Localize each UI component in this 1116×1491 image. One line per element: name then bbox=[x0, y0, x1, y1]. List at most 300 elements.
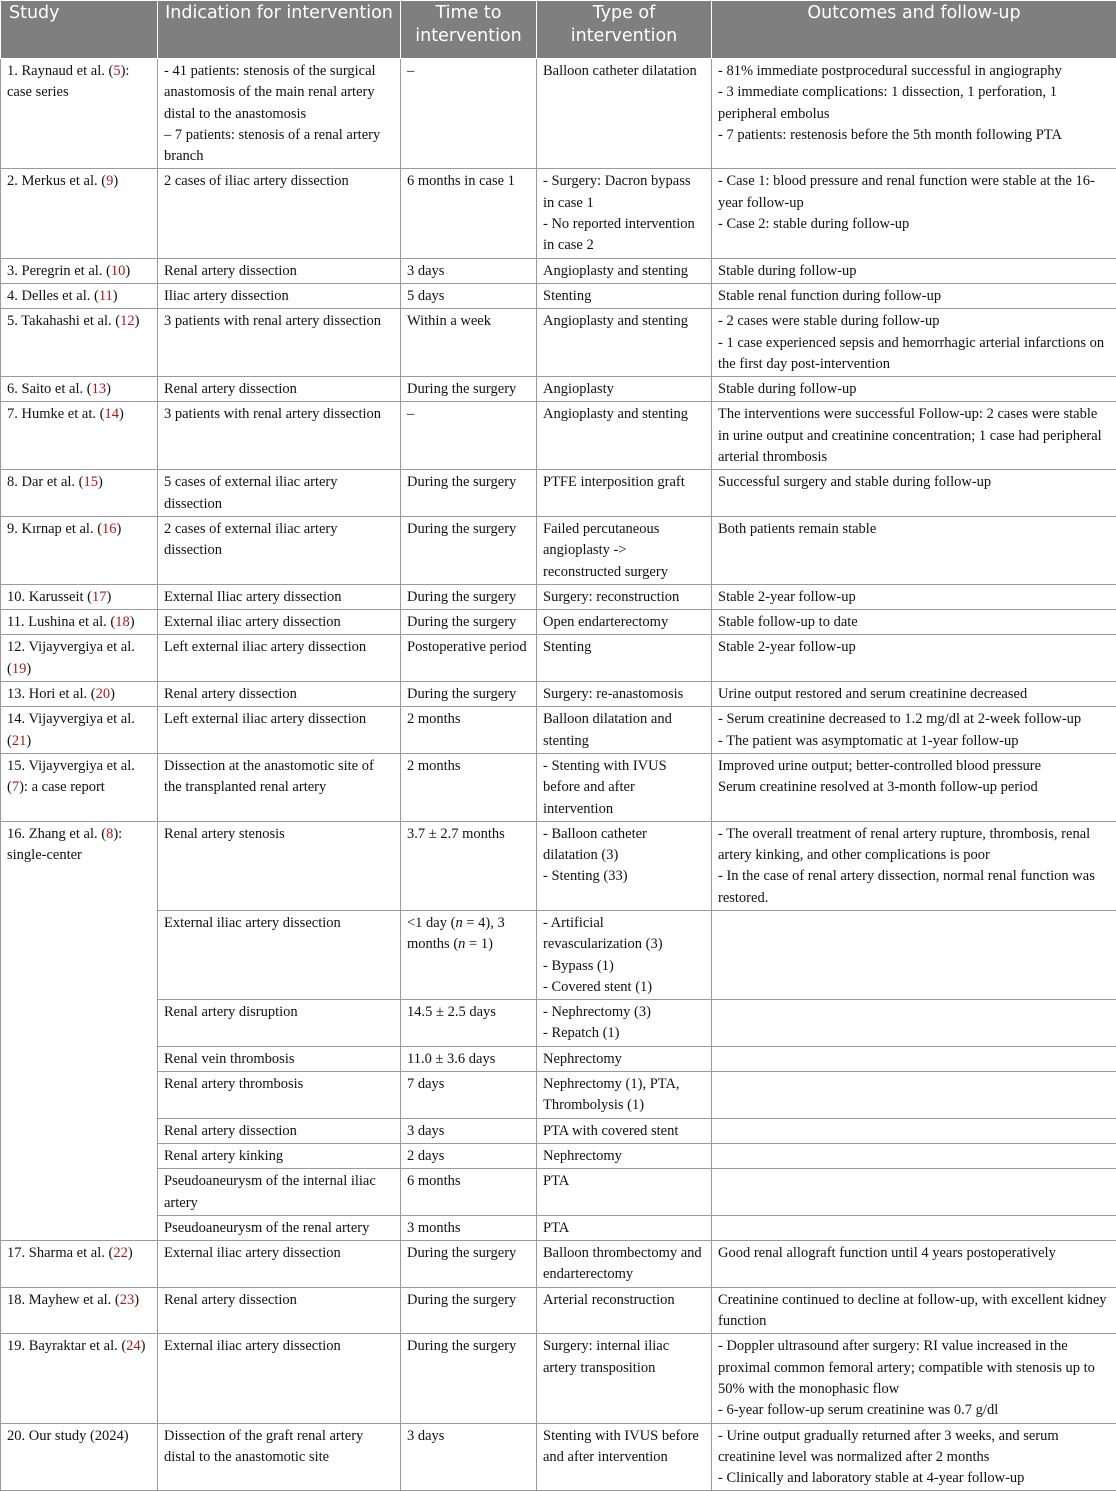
study-text: 2. Merkus et al. ( bbox=[7, 173, 106, 189]
cell-line: - Nephrectomy (3) bbox=[543, 1002, 705, 1023]
table-row bbox=[1, 1169, 1116, 1216]
indication-cell bbox=[158, 377, 401, 402]
cell-line: - 41 patients: stenosis of the surgical anastomosis of the main renal artery distal to the anastomosis bbox=[164, 61, 394, 125]
table-row bbox=[1, 707, 1116, 754]
table-row bbox=[1, 59, 1116, 169]
cell-line: - The overall treatment of renal artery rupture, thrombosis, renal artery kinking, and other complications is poor bbox=[718, 824, 1110, 867]
reference-link: 15 bbox=[84, 474, 99, 490]
type-cell bbox=[537, 377, 712, 402]
study-text: ): a case report bbox=[19, 779, 105, 795]
time-cell: During the surgery bbox=[401, 1334, 537, 1423]
time-cell: During the surgery bbox=[401, 584, 537, 609]
time-cell: During the surgery bbox=[401, 516, 537, 584]
outcome-cell bbox=[712, 635, 1116, 682]
outcome-cell bbox=[712, 1143, 1116, 1168]
study-cell bbox=[1, 753, 158, 821]
outcome-cell bbox=[712, 753, 1116, 821]
cell-line: External iliac artery dissection bbox=[164, 612, 394, 633]
type-cell bbox=[537, 1169, 712, 1216]
cell-line: Stenting bbox=[543, 637, 705, 658]
indication-cell: Renal artery stenosis bbox=[158, 821, 401, 910]
study-text: 17. Sharma et al. ( bbox=[7, 1245, 113, 1261]
cell-line: - 7 patients: restenosis before the 5th month following PTA bbox=[718, 125, 1110, 146]
reference-link: 22 bbox=[113, 1245, 128, 1261]
reference-link: 8 bbox=[106, 826, 113, 842]
type-cell bbox=[537, 516, 712, 584]
outcome-cell bbox=[712, 682, 1116, 707]
cell-line: Stenting bbox=[543, 286, 705, 307]
reference-link: 21 bbox=[12, 733, 27, 749]
cell-line: Renal artery dissection bbox=[164, 684, 394, 705]
study-text: ) bbox=[128, 1245, 133, 1261]
cell-line: - Case 2: stable during follow-up bbox=[718, 214, 1110, 235]
outcome-cell bbox=[712, 910, 1116, 999]
table-row bbox=[1, 1287, 1116, 1334]
study-text: 15. Vijayvergiya et al. ( bbox=[7, 758, 135, 795]
outcome-cell bbox=[712, 470, 1116, 517]
cell-line: - Bypass (1) bbox=[543, 956, 705, 977]
time-cell: 14.5 ± 2.5 days bbox=[401, 1000, 537, 1047]
reference-link: 20 bbox=[96, 686, 111, 702]
study-cell bbox=[1, 1334, 158, 1423]
time-cell: 3 days bbox=[401, 258, 537, 283]
table-row bbox=[1, 1334, 1116, 1423]
cell-line: - Repatch (1) bbox=[543, 1023, 705, 1044]
indication-cell: Renal artery kinking bbox=[158, 1143, 401, 1168]
table-row bbox=[1, 821, 1116, 910]
outcome-cell bbox=[712, 1072, 1116, 1119]
indication-cell bbox=[158, 753, 401, 821]
study-cell bbox=[1, 1000, 158, 1047]
table-row bbox=[1, 1046, 1116, 1071]
cell-line: Stable renal function during follow-up bbox=[718, 286, 1110, 307]
indication-cell bbox=[158, 59, 401, 169]
time-cell: Postoperative period bbox=[401, 635, 537, 682]
time-cell: During the surgery bbox=[401, 1241, 537, 1288]
indication-cell bbox=[158, 610, 401, 635]
reference-link: 14 bbox=[104, 406, 119, 422]
indication-cell: Pseudoaneurysm of the renal artery bbox=[158, 1215, 401, 1240]
cell-line: Nephrectomy (1), PTA, Thrombolysis (1) bbox=[543, 1074, 705, 1117]
cell-line: Stenting with IVUS before and after intervention bbox=[543, 1426, 705, 1469]
outcome-cell bbox=[712, 59, 1116, 169]
indication-cell bbox=[158, 584, 401, 609]
reference-link: 7 bbox=[12, 779, 19, 795]
table-row bbox=[1, 1000, 1116, 1047]
cell-line: Angioplasty and stenting bbox=[543, 261, 705, 282]
indication-cell: Renal artery dissection bbox=[158, 1118, 401, 1143]
cell-line: - Balloon catheter dilatation (3) bbox=[543, 824, 705, 867]
time-cell: 2 months bbox=[401, 753, 537, 821]
study-text: ): single-center bbox=[7, 826, 122, 863]
cell-line: Urine output restored and serum creatinine decreased bbox=[718, 684, 1110, 705]
type-cell bbox=[537, 169, 712, 258]
table-row bbox=[1, 610, 1116, 635]
study-text: 3. Peregrin et al. ( bbox=[7, 263, 111, 279]
reference-link: 9 bbox=[106, 173, 113, 189]
cell-line: The interventions were successful Follow-up: 2 cases were stable in urine output and creatinine concentration; 1 case had peripheral arterial thrombosis bbox=[718, 404, 1110, 468]
header-outcome: Outcomes and follow-up bbox=[712, 1, 1116, 59]
table-row bbox=[1, 1423, 1116, 1491]
indication-cell bbox=[158, 635, 401, 682]
study-cell bbox=[1, 584, 158, 609]
time-cell: During the surgery bbox=[401, 470, 537, 517]
header-time: Time to intervention bbox=[401, 1, 537, 59]
time-cell: During the surgery bbox=[401, 377, 537, 402]
study-text: ) bbox=[125, 263, 130, 279]
study-cell bbox=[1, 610, 158, 635]
cell-line: Dissection at the anastomotic site of the transplanted renal artery bbox=[164, 756, 394, 799]
table-row bbox=[1, 402, 1116, 470]
cell-line: External iliac artery dissection bbox=[164, 1243, 394, 1264]
cell-line: - 3 immediate complications: 1 dissection, 1 perforation, 1 peripheral embolus bbox=[718, 82, 1110, 125]
study-cell bbox=[1, 910, 158, 999]
cell-line: Nephrectomy bbox=[543, 1049, 705, 1070]
indication-cell bbox=[158, 283, 401, 308]
cell-line: External Iliac artery dissection bbox=[164, 587, 394, 608]
study-text: 14. Vijayvergiya et al. ( bbox=[7, 711, 135, 748]
table-row bbox=[1, 1072, 1116, 1119]
time-cell: 2 months bbox=[401, 707, 537, 754]
study-cell bbox=[1, 1143, 158, 1168]
cell-line: Open endarterectomy bbox=[543, 612, 705, 633]
table-row bbox=[1, 753, 1116, 821]
cell-line: Balloon thrombectomy and endarterectomy bbox=[543, 1243, 705, 1286]
type-cell bbox=[537, 707, 712, 754]
indication-cell bbox=[158, 707, 401, 754]
study-text: ): case series bbox=[7, 63, 129, 100]
cell-line: Improved urine output; better-controlled blood pressure bbox=[718, 756, 1110, 777]
cell-line: - Serum creatinine decreased to 1.2 mg/dl at 2-week follow-up bbox=[718, 709, 1110, 730]
study-text: 4. Delles et al. ( bbox=[7, 288, 99, 304]
outcome-cell bbox=[712, 1241, 1116, 1288]
cell-line: Stable during follow-up bbox=[718, 261, 1110, 282]
cell-line: 5 cases of external iliac artery dissection bbox=[164, 472, 394, 515]
cell-line: External iliac artery dissection bbox=[164, 1336, 394, 1357]
type-cell bbox=[537, 1143, 712, 1168]
outcome-cell bbox=[712, 1118, 1116, 1143]
cell-line: Balloon catheter dilatation bbox=[543, 61, 705, 82]
header-type: Type of intervention bbox=[537, 1, 712, 59]
time-cell: Within a week bbox=[401, 309, 537, 377]
study-text: 13. Hori et al. ( bbox=[7, 686, 96, 702]
type-cell bbox=[537, 753, 712, 821]
outcome-cell bbox=[712, 402, 1116, 470]
header-indication: Indication for intervention bbox=[158, 1, 401, 59]
table-row bbox=[1, 258, 1116, 283]
indication-cell bbox=[158, 1423, 401, 1491]
cell-line: Successful surgery and stable during follow-up bbox=[718, 472, 1110, 493]
cell-line: Stable follow-up to date bbox=[718, 612, 1110, 633]
type-cell bbox=[537, 258, 712, 283]
study-cell bbox=[1, 1118, 158, 1143]
study-cell bbox=[1, 470, 158, 517]
study-cell bbox=[1, 1169, 158, 1216]
time-cell: 3 days bbox=[401, 1118, 537, 1143]
outcome-cell bbox=[712, 1169, 1116, 1216]
reference-link: 10 bbox=[111, 263, 126, 279]
reference-link: 24 bbox=[126, 1338, 141, 1354]
type-cell bbox=[537, 470, 712, 517]
outcome-cell bbox=[712, 610, 1116, 635]
outcome-cell bbox=[712, 584, 1116, 609]
type-cell bbox=[537, 309, 712, 377]
cell-line: - Surgery: Dacron bypass in case 1 bbox=[543, 171, 705, 214]
outcome-cell bbox=[712, 1215, 1116, 1240]
reference-link: 5 bbox=[113, 63, 120, 79]
cell-line: Surgery: internal iliac artery transposition bbox=[543, 1336, 705, 1379]
study-text: 8. Dar et al. ( bbox=[7, 474, 84, 490]
study-text: ) bbox=[110, 686, 115, 702]
indication-cell bbox=[158, 258, 401, 283]
indication-cell: Renal vein thrombosis bbox=[158, 1046, 401, 1071]
table-row bbox=[1, 283, 1116, 308]
cell-line: PTA bbox=[543, 1171, 705, 1192]
indication-cell: External iliac artery dissection bbox=[158, 910, 401, 999]
cell-line: Left external iliac artery dissection bbox=[164, 709, 394, 730]
study-text: 12. Vijayvergiya et al. ( bbox=[7, 639, 135, 676]
type-cell bbox=[537, 1118, 712, 1143]
study-cell bbox=[1, 682, 158, 707]
study-cell bbox=[1, 1423, 158, 1491]
study-text: 11. Lushina et al. ( bbox=[7, 614, 115, 630]
indication-cell bbox=[158, 309, 401, 377]
study-text: 20. Our study (2024) bbox=[7, 1428, 129, 1444]
time-text: = 1) bbox=[465, 936, 493, 952]
outcome-cell bbox=[712, 1046, 1116, 1071]
type-cell bbox=[537, 1423, 712, 1491]
reference-link: 19 bbox=[12, 661, 27, 677]
study-cell bbox=[1, 516, 158, 584]
cell-line: - In the case of renal artery dissection, normal renal function was restored. bbox=[718, 866, 1110, 909]
header-study: Study bbox=[1, 1, 158, 59]
cell-line: Stable 2-year follow-up bbox=[718, 587, 1110, 608]
cell-line: PTFE interposition graft bbox=[543, 472, 705, 493]
study-cell bbox=[1, 1046, 158, 1071]
time-text: = 4), 3 months ( bbox=[407, 915, 505, 952]
table-row bbox=[1, 169, 1116, 258]
time-cell: – bbox=[401, 402, 537, 470]
study-text: 7. Humke et at. ( bbox=[7, 406, 104, 422]
indication-cell bbox=[158, 169, 401, 258]
time-cell: 3 months bbox=[401, 1215, 537, 1240]
table-row bbox=[1, 309, 1116, 377]
cell-line: Renal artery dissection bbox=[164, 379, 394, 400]
study-text: 19. Bayraktar et al. ( bbox=[7, 1338, 126, 1354]
time-cell: 7 days bbox=[401, 1072, 537, 1119]
study-text: ) bbox=[130, 614, 135, 630]
reference-link: 17 bbox=[92, 589, 107, 605]
outcome-cell bbox=[712, 1423, 1116, 1491]
type-cell bbox=[537, 1287, 712, 1334]
study-text: 5. Takahashi et al. ( bbox=[7, 313, 120, 329]
time-cell: 3.7 ± 2.7 months bbox=[401, 821, 537, 910]
study-text: ) bbox=[106, 589, 111, 605]
cell-line: - The patient was asymptomatic at 1-year follow-up bbox=[718, 731, 1110, 752]
indication-cell bbox=[158, 516, 401, 584]
cell-line: 2 cases of iliac artery dissection bbox=[164, 171, 394, 192]
cell-line: - Stenting (33) bbox=[543, 866, 705, 887]
indication-cell bbox=[158, 1241, 401, 1288]
indication-cell: Pseudoaneurysm of the internal iliac artery bbox=[158, 1169, 401, 1216]
type-cell bbox=[537, 821, 712, 910]
cell-line: Surgery: reconstruction bbox=[543, 587, 705, 608]
type-cell bbox=[537, 584, 712, 609]
outcome-cell bbox=[712, 1000, 1116, 1047]
indication-cell: Renal artery disruption bbox=[158, 1000, 401, 1047]
study-text: ) bbox=[141, 1338, 146, 1354]
cell-line: - 6-year follow-up serum creatinine was 0.7 g/dl bbox=[718, 1400, 1110, 1421]
type-cell bbox=[537, 1334, 712, 1423]
reference-link: 11 bbox=[99, 288, 113, 304]
cell-line: Surgery: re-anastomosis bbox=[543, 684, 705, 705]
cell-line: PTA with covered stent bbox=[543, 1121, 705, 1142]
study-cell bbox=[1, 169, 158, 258]
cell-line: 3 patients with renal artery dissection bbox=[164, 404, 394, 425]
study-text: 9. Kırnap et al. ( bbox=[7, 521, 102, 537]
cell-line: Dissection of the graft renal artery distal to the anastomotic site bbox=[164, 1426, 394, 1469]
table-row bbox=[1, 1241, 1116, 1288]
study-cell bbox=[1, 1215, 158, 1240]
outcome-cell bbox=[712, 1334, 1116, 1423]
study-text: 18. Mayhew et al. ( bbox=[7, 1292, 120, 1308]
cell-line: - Doppler ultrasound after surgery: RI value increased in the proximal common femoral artery; compatible with stenosis up to 50% with the monophasic flow bbox=[718, 1336, 1110, 1400]
cell-line: Creatinine continued to decline at follow-up, with excellent kidney function bbox=[718, 1290, 1110, 1333]
type-cell bbox=[537, 402, 712, 470]
study-text: ) bbox=[106, 381, 111, 397]
time-cell: 3 days bbox=[401, 1423, 537, 1491]
cell-line: Arterial reconstruction bbox=[543, 1290, 705, 1311]
outcome-cell bbox=[712, 821, 1116, 910]
outcome-cell bbox=[712, 1287, 1116, 1334]
reference-link: 16 bbox=[102, 521, 117, 537]
cell-line: - Clinically and laboratory stable at 4-year follow-up bbox=[718, 1468, 1110, 1489]
cell-line: 3 patients with renal artery dissection bbox=[164, 311, 394, 332]
type-cell bbox=[537, 1215, 712, 1240]
header-row bbox=[1, 1, 1116, 59]
table-row bbox=[1, 516, 1116, 584]
outcome-cell bbox=[712, 707, 1116, 754]
cell-line: - Urine output gradually returned after 3 weeks, and serum creatinine level was normalized after 2 months bbox=[718, 1426, 1110, 1469]
table-row bbox=[1, 377, 1116, 402]
study-text: 16. Zhang et al. ( bbox=[7, 826, 106, 842]
study-cell bbox=[1, 258, 158, 283]
time-text: <1 day ( bbox=[407, 915, 455, 931]
study-text: 1. Raynaud et al. ( bbox=[7, 63, 113, 79]
study-cell bbox=[1, 59, 158, 169]
study-text: ) bbox=[119, 406, 124, 422]
cell-line: Renal artery dissection bbox=[164, 1290, 394, 1311]
outcome-cell bbox=[712, 169, 1116, 258]
cell-line: - No reported intervention in case 2 bbox=[543, 214, 705, 257]
time-cell: During the surgery bbox=[401, 1287, 537, 1334]
study-text: ) bbox=[113, 173, 118, 189]
study-text: ) bbox=[26, 733, 31, 749]
type-cell bbox=[537, 283, 712, 308]
time-text: n bbox=[455, 915, 462, 931]
cell-line: Stable 2-year follow-up bbox=[718, 637, 1110, 658]
outcome-cell bbox=[712, 258, 1116, 283]
reference-link: 23 bbox=[120, 1292, 135, 1308]
table-row bbox=[1, 584, 1116, 609]
study-text: ) bbox=[113, 288, 118, 304]
time-cell: – bbox=[401, 59, 537, 169]
study-cell bbox=[1, 821, 158, 910]
table-row bbox=[1, 470, 1116, 517]
cell-line: - Stenting with IVUS before and after intervention bbox=[543, 756, 705, 820]
cell-line: - 81% immediate postprocedural successful in angiography bbox=[718, 61, 1110, 82]
outcome-cell bbox=[712, 516, 1116, 584]
type-cell bbox=[537, 1046, 712, 1071]
study-text: ) bbox=[117, 521, 122, 537]
study-cell bbox=[1, 707, 158, 754]
table-row bbox=[1, 910, 1116, 999]
outcome-cell bbox=[712, 309, 1116, 377]
type-cell bbox=[537, 59, 712, 169]
cell-line: Good renal allograft function until 4 years postoperatively bbox=[718, 1243, 1110, 1264]
study-cell bbox=[1, 309, 158, 377]
cell-line: Both patients remain stable bbox=[718, 519, 1110, 540]
study-cell bbox=[1, 402, 158, 470]
study-cell bbox=[1, 635, 158, 682]
cell-line: Renal artery dissection bbox=[164, 261, 394, 282]
type-cell bbox=[537, 1072, 712, 1119]
time-cell: 5 days bbox=[401, 283, 537, 308]
time-text: n bbox=[458, 936, 465, 952]
type-cell bbox=[537, 682, 712, 707]
indication-cell bbox=[158, 1287, 401, 1334]
table-row bbox=[1, 682, 1116, 707]
reference-link: 18 bbox=[115, 614, 130, 630]
cell-line: - Case 1: blood pressure and renal function were stable at the 16-year follow-up bbox=[718, 171, 1110, 214]
reference-link: 13 bbox=[92, 381, 107, 397]
cell-line: Serum creatinine resolved at 3-month follow-up period bbox=[718, 777, 1110, 798]
time-cell: 6 months in case 1 bbox=[401, 169, 537, 258]
study-text: 6. Saito et al. ( bbox=[7, 381, 92, 397]
cell-line: Angioplasty bbox=[543, 379, 705, 400]
table-row bbox=[1, 1143, 1116, 1168]
cell-line: Angioplasty and stenting bbox=[543, 404, 705, 425]
indication-cell bbox=[158, 682, 401, 707]
type-cell bbox=[537, 635, 712, 682]
cell-line: - Artificial revascularization (3) bbox=[543, 913, 705, 956]
time-cell: 2 days bbox=[401, 1143, 537, 1168]
study-cell bbox=[1, 283, 158, 308]
time-cell bbox=[401, 910, 537, 999]
study-cell bbox=[1, 1287, 158, 1334]
study-cell bbox=[1, 377, 158, 402]
indication-cell: Renal artery thrombosis bbox=[158, 1072, 401, 1119]
time-cell: 11.0 ± 3.6 days bbox=[401, 1046, 537, 1071]
cell-line: Angioplasty and stenting bbox=[543, 311, 705, 332]
cell-line: Iliac artery dissection bbox=[164, 286, 394, 307]
reference-link: 12 bbox=[120, 313, 135, 329]
type-cell bbox=[537, 610, 712, 635]
cell-line: - Covered stent (1) bbox=[543, 977, 705, 998]
outcome-cell bbox=[712, 377, 1116, 402]
type-cell bbox=[537, 1000, 712, 1047]
outcome-cell bbox=[712, 283, 1116, 308]
time-cell: During the surgery bbox=[401, 610, 537, 635]
cell-line: Balloon dilatation and stenting bbox=[543, 709, 705, 752]
indication-cell bbox=[158, 1334, 401, 1423]
study-cell bbox=[1, 1241, 158, 1288]
study-text: ) bbox=[26, 661, 31, 677]
time-cell: During the surgery bbox=[401, 682, 537, 707]
cell-line: 2 cases of external iliac artery dissection bbox=[164, 519, 394, 562]
cell-line: - 2 cases were stable during follow-up bbox=[718, 311, 1110, 332]
cell-line: - 1 case experienced sepsis and hemorrhagic arterial infarctions on the first day post-intervention bbox=[718, 333, 1110, 376]
